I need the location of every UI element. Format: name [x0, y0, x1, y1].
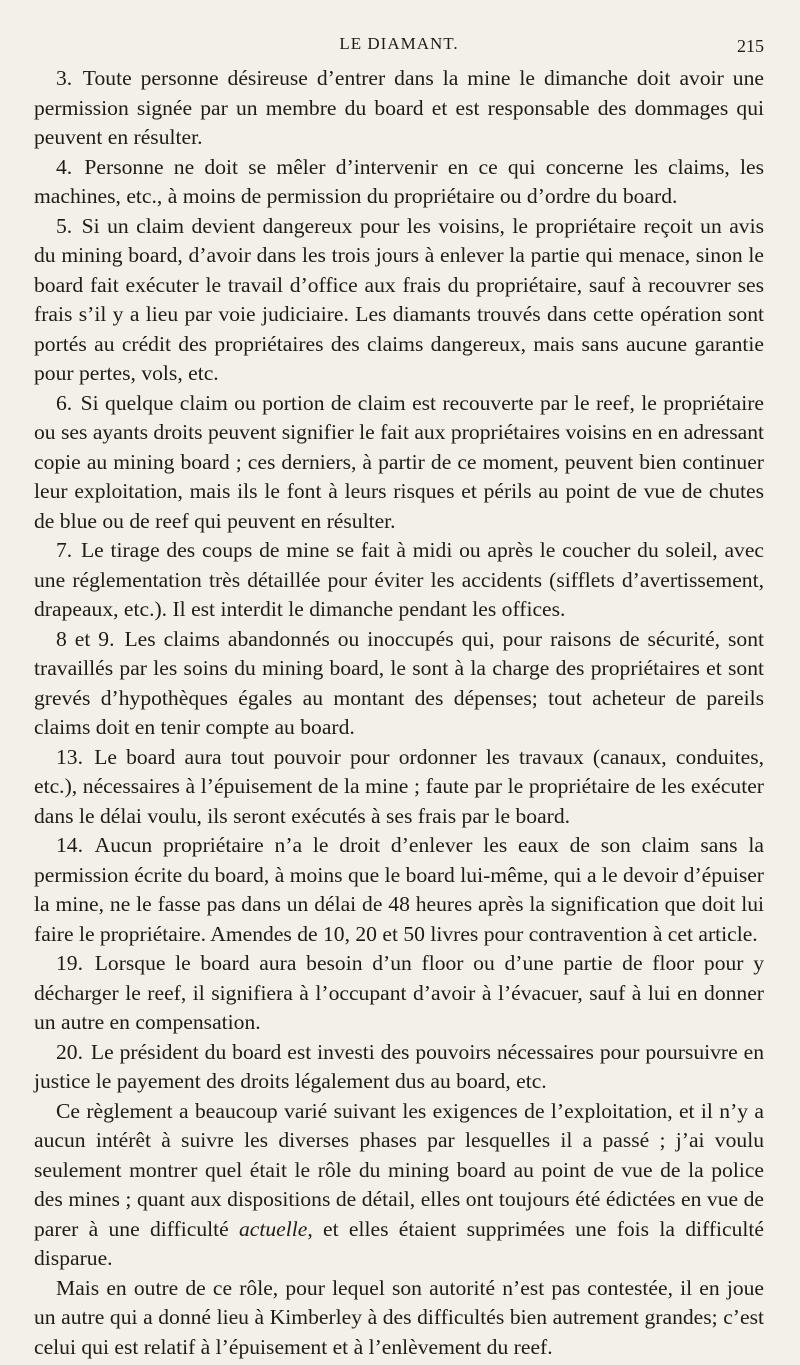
article-number: 20. [56, 1039, 83, 1064]
page-header [34, 34, 764, 64]
closing-text: Mais en outre de ce rôle, pour lequel son autorité n’est pas contestée, il en joue un autre qui a donné lieu à Kimberley à des difficultés bien autrement grandes; c’est celui qui est relatif à l’épuisement et à l’enlèvement du reef. [34, 1275, 764, 1359]
article-text: Si quelque claim ou portion de claim est recouverte par le reef, le propriétaire ou ses ayants droits peuvent signifier le fait aux propriétaires voisins en en adressant copie au mining board ; ces derniers, à partir de ce moment, peuvent bien continuer leur exploitation, mais ils le font à leurs risques et périls au point de vue de chutes de blue ou de reef qui peuvent en résulter. [34, 390, 764, 533]
closing-italic-word: actuelle [239, 1216, 308, 1241]
running-title: LE DIAMANT. [339, 34, 459, 53]
article-5 [34, 212, 764, 389]
article-number: 19. [56, 951, 83, 975]
article-text: Le board aura tout pouvoir pour ordonner les travaux (canaux, conduites, etc.), nécessaires à l’épuisement de la mine ; faute par le propriétaire de les exécuter dans le délai voulu, ils seront exécutés à ses frais par le board. [34, 744, 764, 828]
closing-paragraph-1 [34, 1097, 764, 1274]
article-number: 5. [56, 213, 73, 238]
article-4 [34, 153, 764, 212]
article-text: Lorsque le board aura besoin d’un floor ou d’une partie de floor pour y décharger le reef, il signifiera à l’occupant d’avoir à l’évacuer, sauf à lui en donner un autre en compensation. [34, 951, 764, 1034]
article-number: 7. [56, 538, 73, 562]
closing-text-after: , et elles étaient supprimées une fois la difficulté disparue. [34, 1216, 764, 1270]
article-number: 3. [56, 66, 73, 90]
article-text: Aucun propriétaire n’a le droit d’enlever les eaux de son claim sans la permission écrite du board, à moins que le board lui-même, qui a le devoir d’épuiser la mine, ne le fasse pas dans un délai de 48 heures après la signification que doit lui faire le propriétaire. Amendes de 10, 20 et 50 livres pour contravention à cet article. [34, 833, 764, 946]
article-3 [34, 64, 764, 153]
article-number: 4. [56, 154, 73, 179]
article-13 [34, 743, 764, 832]
article-20 [34, 1038, 764, 1097]
article-number: 14. [56, 833, 83, 857]
article-number: 13. [56, 744, 83, 769]
article-number: 8 et 9. [56, 626, 115, 651]
page-number: 215 [737, 36, 764, 56]
article-6 [34, 389, 764, 537]
article-14 [34, 831, 764, 949]
article-text: Personne ne doit se mêler d’intervenir en ce qui concerne les claims, les machines, etc., à moins de permission du propriétaire ou d’ordre du board. [34, 154, 764, 208]
article-19 [34, 949, 764, 1038]
article-8-9 [34, 625, 764, 743]
closing-paragraph-2 [34, 1274, 764, 1363]
article-text: Si un claim devient dangereux pour les voisins, le propriétaire reçoit un avis du mining board, d’avoir dans les trois jours à enlever la partie qui menace, sinon le board fait exécuter le travail d’office aux frais du propriétaire, sauf à recouvrer ses frais s’il y a lieu par voie judiciaire. Les diamants trouvés dans cette opération sont portés au crédit des propriétaires des claims dangereux, mais sans aucune garantie pour pertes, vols, etc. [34, 213, 764, 385]
article-text: Le tirage des coups de mine se fait à midi ou après le coucher du soleil, avec une réglementation très détaillée pour éviter les accidents (sifflets d’avertissement, drapeaux, etc.). Il est interdit le dimanche pendant les offices. [34, 538, 764, 621]
article-text: Les claims abandonnés ou inoccupés qui, pour raisons de sécurité, sont travaillés par les soins du mining board, le sont à la charge des propriétaires et sont grevés d’hypothèques égales au montant des dépenses; tout acheteur de pareils claims doit en tenir compte au board. [34, 626, 765, 739]
article-text: Le président du board est investi des pouvoirs nécessaires pour poursuivre en justice le payement des droits légalement dus au board, etc. [34, 1039, 764, 1093]
page-body [34, 64, 764, 1362]
article-number: 6. [56, 390, 73, 415]
closing-text-before: Ce règlement a beaucoup varié suivant les exigences de l’exploitation, et il n’y a aucun intérêt à suivre les diverses phases par lesquelles il a passé ; j’ai voulu seulement montrer quel était le rôle du mining board au point de vue de la police des mines ; quant aux dispositions de détail, elles ont toujours été édictées en vue de parer à une difficulté [34, 1098, 764, 1241]
article-text: Toute personne désireuse d’entrer dans la mine le dimanche doit avoir une permission signée par un membre du board et est responsable des dommages qui peuvent en résulter. [34, 66, 764, 149]
article-7 [34, 536, 764, 625]
